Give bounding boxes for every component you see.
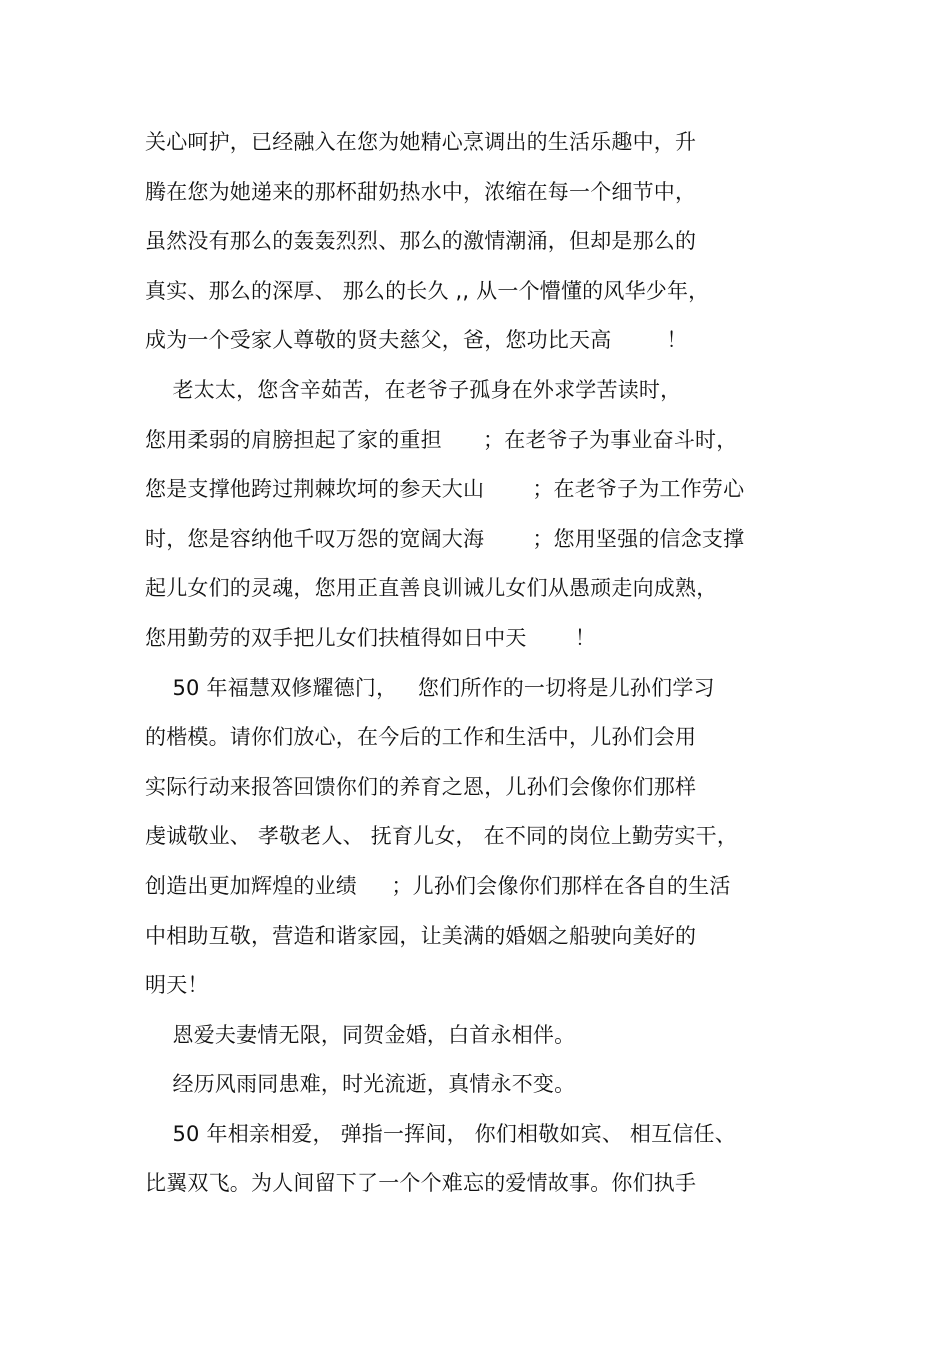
text-line: 时，您是容纳他千叹万怨的宽阔大海 ；您用坚强的信念支撑 xyxy=(145,526,745,551)
text-line: 恩爱夫妻情无限，同贺金婚，白首永相伴。 xyxy=(145,1022,576,1047)
text-line: 真实、那么的深厚、 那么的长久 ,, 从一个懵懂的风华少年， xyxy=(145,278,710,303)
text-line: 关心呵护，已经融入在您为她精心烹调出的生活乐趣中，升 xyxy=(145,130,697,154)
text-line: 明天！ xyxy=(145,973,209,998)
text-line: 比翼双飞。为人间留下了一个个难忘的爱情故事。你们执手 xyxy=(145,1171,697,1196)
text-line: 中相助互敬，营造和谐家园，让美满的婚姻之船驶向美好的 xyxy=(145,923,697,948)
text-line: 虽然没有那么的轰轰烈烈、那么的激情潮涌，但却是那么的 xyxy=(145,229,697,254)
body-text xyxy=(145,118,805,1209)
text-line: 50 年相亲相爱， 弹指一挥间， 你们相敬如宾、 相互信任、 xyxy=(145,1121,736,1146)
text-line: 您用勤劳的双手把儿女们扶植得如日中天 ！ xyxy=(145,625,596,650)
text-line: 50 年福慧双修耀德门， 您们所作的一切将是儿孙们学习 xyxy=(145,675,715,700)
text-line: 老太太，您含辛茹苦，在老爷子孤身在外求学苦读时， xyxy=(145,377,682,402)
text-line: 您用柔弱的肩膀担起了家的重担 ；在老爷子为事业奋斗时， xyxy=(145,427,738,452)
text-line: 您是支撑他跨过荆棘坎坷的参天大山 ；在老爷子为工作劳心 xyxy=(145,477,745,502)
text-line: 虔诚敬业、 孝敬老人、 抚育儿女， 在不同的岗位上勤劳实干， xyxy=(145,824,739,849)
text-line: 的楷模。请你们放心，在今后的工作和生活中，儿孙们会用 xyxy=(145,725,697,750)
text-line: 成为一个受家人尊敬的贤夫慈父，爸，您功比天高 ！ xyxy=(145,328,688,353)
text-line: 起儿女们的灵魂，您用正直善良训诫儿女们从愚顽走向成熟， xyxy=(145,576,718,601)
text-line: 实际行动来报答回馈你们的养育之恩，儿孙们会像你们那样 xyxy=(145,774,697,799)
text-line: 经历风雨同患难，时光流逝，真情永不变。 xyxy=(145,1072,576,1097)
text-line: 腾在您为她递来的那杯甜奶热水中，浓缩在每一个细节中， xyxy=(145,179,697,204)
text-line: 创造出更加辉煌的业绩 ；儿孙们会像你们那样在各自的生活 xyxy=(145,873,731,898)
